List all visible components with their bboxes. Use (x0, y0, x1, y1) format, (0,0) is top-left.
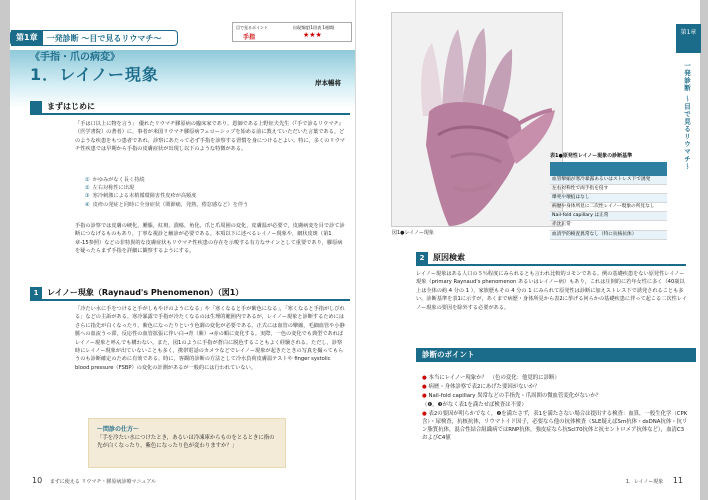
section-title-causes: 原因検索 (433, 253, 465, 262)
chapter-title: 一発診断 〜目で見るリウマチ〜 (46, 33, 162, 43)
section-underline (30, 113, 350, 115)
point-item: ● 病歴・身体診察で表2にあげた要因がないか？ (422, 384, 540, 390)
author: 岸本暢将 (315, 79, 341, 87)
frequency-label: 出現頻度(1回表 1週間) (293, 25, 335, 30)
importance-label: 目で見るポイント (236, 25, 268, 30)
question-box (88, 418, 286, 468)
section-title-raynaud: レイノー現象（Raynaud's Phenomenon）（図1） (47, 288, 244, 297)
diagnosis-point-title: 診断のポイント (416, 348, 696, 362)
section-underline (30, 299, 350, 301)
feature-item: ③ 寒冷刺激による末梢循環障害性皮疹が高頻度 (85, 193, 197, 200)
table-row: 血清学的検査異常なし（特に抗核抗体） (550, 231, 667, 240)
side-chapter-label: 第1章 (676, 24, 701, 53)
section-heading-intro (30, 101, 350, 113)
body-text-2: 手指の診察では皮膚の硬化，腫脹，紅斑，潰瘍，角化，爪と爪周囲の変化，皮膚温が必要で，皮膚病変を目で診て診断につなげるものもあり，丁寧な視診と触診が必要である。本項以下に述べるレイノー現象や，網状皮斑（第1章-15参照）などの非特異的な皮膚症状もリウマチ性疾患の存在を示唆する有力なサインとして重要であり，膠原病を疑ったらまず手指を詳細に観察するようにする。 (75, 223, 345, 255)
point-item: （❶，❸がなく表1を満たせば検査は不要） (422, 402, 527, 408)
intro-text: 「手は口以上に物を言う」 優れたリウマチ膠原病の臨床家であり，恩師である上野征夫先生（『手で診るリウマチ』（医学書院）の著者）に，事者が米国リウマチ膠原病フェローシップを始める前に教えていただいた言葉である。どのような疾患をもつ患者であれ，診察にあたって必ず手指を診察する習慣を身につけるとよい。特に，多くのリウマチ性疾患では早期から手指の皮膚症状が出現し以下のような特徴がある。 (75, 121, 345, 153)
feature-item: ② 左右対称性に出現 (85, 185, 135, 192)
feature-item: ① かゆみがなく長く持続 (85, 177, 145, 183)
figure-caption: 図1●レイノー現象 (392, 230, 434, 236)
table-row: 左右対称性で両手指を侵す (550, 185, 667, 194)
importance-value: 手指 (243, 34, 256, 41)
body-text-3: 「冷たい水に手をつけると手がしもやけのようになる」や「寒くなると手が紫色になる」，「寒くなると手指がしびれる」などの主訴がある。寒冷暴露で手指が冷たくなるのは生理的範囲内であるが，レイノー現象と診断するためにはさらに指先が白くなったり，紫色になったりという色調の変化が必要である。正式には血管の攣縮，毛細血管や小静脈への血流うっ滞，反応性の血管拡張に伴い白→青（紫）→赤の順に変化する。実際，一色の変化でも典型であればレイノー現象と呼んでも構わない。また，図1のように手指が蒼白に脱色することもよく経験される。ただし，診察時にレイノー現象が出ていないことも多く，携帯電話のカメラなどでレイノー現象が起きたときの写真を撮ってもらうのも診断確定のために有効である。時に，客観的診断の方法として冷水負荷皮膚温テストや finger systolic blood pressure（FSBP）の変化の計測があるが一般的には行われていない。 (75, 306, 345, 371)
section-number: 1 (30, 287, 42, 299)
left-page (10, 0, 355, 500)
page-number-right: 11 (672, 476, 683, 485)
table-title: 表1●原発性レイノー現象の診断基準 (550, 153, 633, 159)
right-page (355, 0, 701, 500)
section-number: 2 (416, 252, 428, 264)
page-title: 1．レイノー現象 (30, 65, 159, 84)
side-chapter-tab (676, 24, 701, 224)
section-subtitle: 《手指・爪の病変》 (30, 52, 120, 63)
criteria-table (550, 152, 667, 240)
right-footer (626, 476, 683, 485)
section-heading-causes (416, 252, 696, 264)
table-row: 病歴や身体所見に二次性レイノー現象の所見なし (550, 203, 667, 212)
book-spread (10, 0, 700, 500)
feature-item: ④ 皮疹の発症と同時に全身症状（関節痛，発熱，倦怠感など）を伴う (85, 201, 249, 208)
hand-image (392, 13, 562, 226)
side-chapter-title: 一発診断 〜目で見るリウマチ〜 (683, 62, 691, 171)
table-row: 血管攣縮が寒冷暴露あるいはストレス下で誘発 (550, 176, 667, 185)
footer-section-title: 1．レイノー現象 (625, 479, 664, 485)
feature-list (85, 176, 300, 209)
rating-box (232, 22, 352, 42)
cause-text: レイノー現象はある人口の５％程度にみられるとも言われ比較的コモンである。例の基礎疾患をない原発性レイノー現象（primary Raynaud's phenomenon あるいはレイノー病）もあり，これは圧倒的に若年女性に多く（40歳以上は全体の約 4 分の 1 ），家族歴もその 4 分の 1 にみられて原発性は診断に加えストレス下で誘発されることも多い。診断基準を表1に示すが，あくまで病歴・身体所見から表2に挙げる何らかの基礎疾患に伴って起こる二次性レイノー現象の要因を除外する必要がある。 (416, 271, 687, 311)
page-number-left: 10 (32, 476, 43, 485)
frequency-value: ★★★ (303, 31, 322, 39)
section-heading-raynaud (30, 287, 350, 299)
left-footer (32, 476, 156, 485)
table-row: 赤沈正常 (550, 221, 667, 230)
question-text: 「手を冷たい水につけたとき，あるいは冷凍庫からものをとるときに指の先が白くなったり，紫色になったり色が変わりますか？」 (97, 435, 275, 449)
diagnosis-point-list (422, 374, 688, 443)
table-row: Nail-fold capillary は正常 (550, 212, 667, 221)
section-square-icon (30, 101, 42, 113)
point-item: ● 本当にレイノー現象か？ （色の変化：他覚的に診断） (422, 375, 560, 381)
section-title-intro: まずはじめに (47, 102, 95, 111)
table-row: 爆死や壊疽はなし (550, 194, 667, 203)
section-underline (416, 264, 686, 266)
table-header-bar (550, 162, 667, 176)
raynaud-photo (391, 12, 563, 227)
chapter-tab (10, 30, 178, 46)
chapter-number: 第1章 (11, 30, 43, 46)
point-item: ● 表2の要因が明らかでなく，❷を満たさず，表1を満たさない場合は提出する検査：血算，一般生化学（CPK含）・尿検査，抗核抗体，リウマトイド因子，必要なら他の抗体検査（SLE疑えばSm抗体・dsDNA抗体・抗リン脂質抗体，混合性結合組織病ではRNP抗体，強皮症なら抗Scl70抗体と抗セントロメア抗体など），血清C3およびC4値 (422, 411, 688, 441)
point-item: ● Nail-fold capillary 異常などの手指先・爪周囲の微血管変化がないか？ (422, 393, 602, 399)
question-title: 〜問診の仕方〜 (97, 426, 140, 433)
footer-book-title: まずに使える リウマチ・膠原病診療マニュアル (49, 479, 157, 485)
